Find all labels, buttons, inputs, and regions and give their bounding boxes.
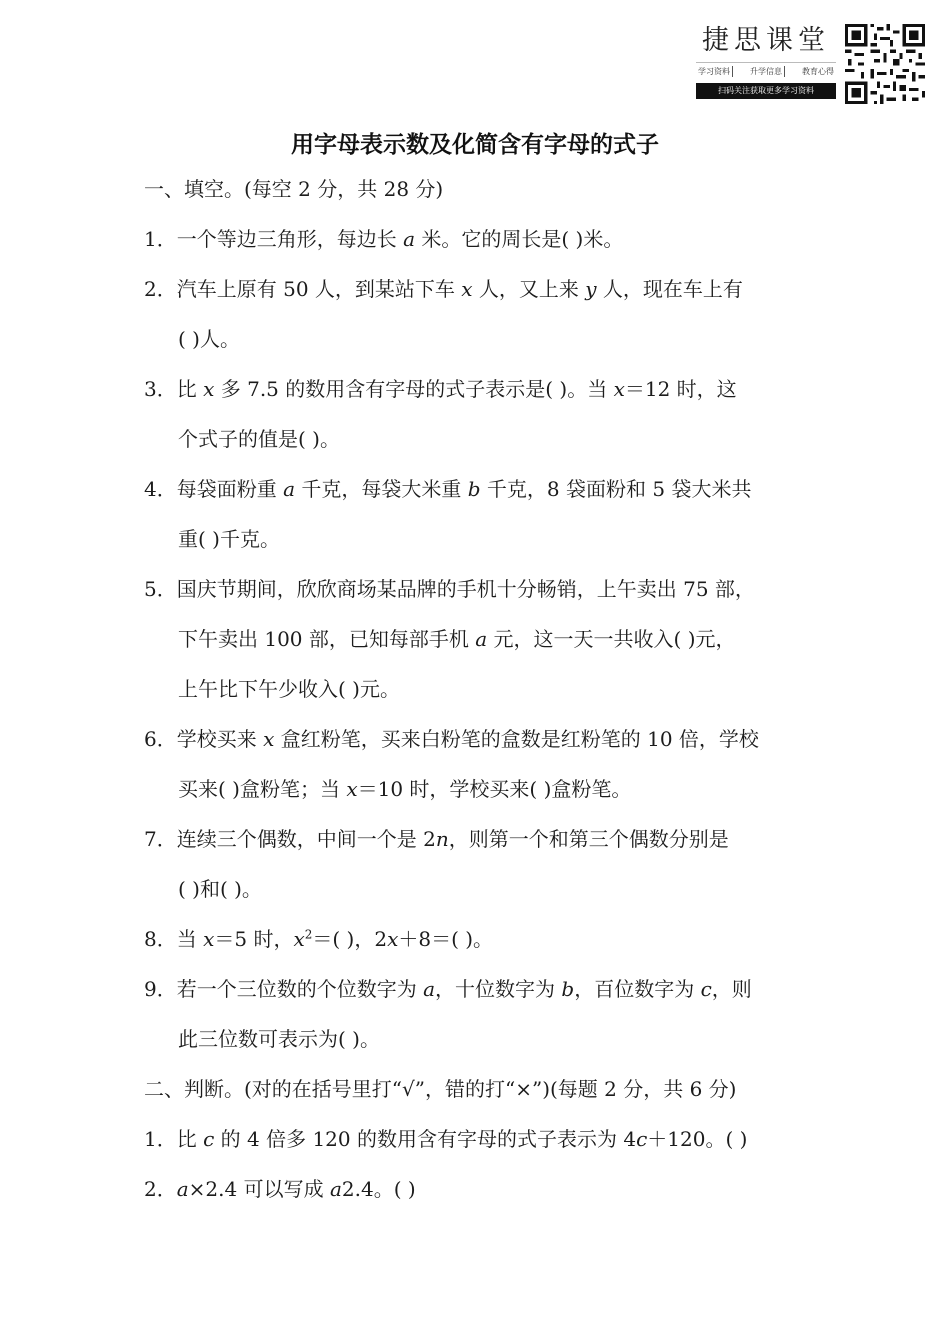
question-text: 汽车上原有 50 人，到某站下车 bbox=[176, 277, 462, 301]
question-text: 若一个三位数的个位数字为 bbox=[176, 977, 424, 1001]
question-number: 8． bbox=[144, 927, 177, 951]
question-text: ＝5 时， bbox=[214, 927, 294, 951]
question-number: 5． bbox=[144, 577, 177, 601]
brand-tag: 学习资料 bbox=[696, 66, 733, 77]
question-text: ＝12 时，这 bbox=[624, 377, 737, 401]
question-text: 盒红粉笔，买来白粉笔的盒数是红粉笔的 10 倍，学校 bbox=[274, 727, 759, 751]
question-number: 2． bbox=[144, 277, 177, 301]
question-text: 买来( )盒粉笔；当 bbox=[178, 777, 347, 801]
question-text: 连续三个偶数，中间一个是 2 bbox=[176, 827, 436, 851]
question-3-cont: 个式子的值是( )。 bbox=[178, 427, 340, 451]
exponent: 2 bbox=[304, 927, 313, 942]
question-text: 比 bbox=[176, 1127, 204, 1151]
question-text: 元，这一天一共收入( )元， bbox=[487, 627, 736, 651]
question-text: 学校买来 bbox=[176, 727, 264, 751]
question-9-cont: 此三位数可表示为( )。 bbox=[178, 1027, 380, 1051]
question-text: ＝10 时，学校买来( )盒粉笔。 bbox=[357, 777, 632, 801]
question-text: 人，现在车上有 bbox=[596, 277, 743, 301]
question-number: 2． bbox=[144, 1177, 177, 1201]
variable: x bbox=[461, 277, 473, 301]
question-text: 千克，8 袋面粉和 5 袋大米共 bbox=[480, 477, 752, 501]
variable: x bbox=[387, 927, 399, 951]
variable: y bbox=[585, 277, 597, 301]
variable: a bbox=[475, 627, 488, 651]
variable: c bbox=[700, 977, 712, 1001]
question-number: 4． bbox=[144, 477, 177, 501]
question-text: 的 4 倍多 120 的数用含有字母的式子表示为 4 bbox=[214, 1127, 637, 1151]
question-4-cont: 重( )千克。 bbox=[178, 527, 280, 551]
question-text: ＋8＝( )。 bbox=[398, 927, 494, 951]
question-number: 6． bbox=[144, 727, 177, 751]
variable: c bbox=[636, 1127, 648, 1151]
brand-tag: 教育心得 bbox=[802, 67, 834, 76]
question-8 bbox=[144, 924, 493, 954]
variable: a bbox=[423, 977, 436, 1001]
question-text: 下午卖出 100 部，已知每部手机 bbox=[178, 627, 476, 651]
question-3 bbox=[144, 374, 737, 404]
brand-logo bbox=[696, 24, 836, 99]
variable: x bbox=[203, 927, 215, 951]
question-text: 一个等边三角形，每边长 bbox=[176, 227, 404, 251]
variable: x bbox=[293, 927, 305, 951]
brand-tag: 升学信息 bbox=[748, 66, 785, 77]
variable: x bbox=[203, 377, 215, 401]
section-heading: 一、填空。(每空 2 分，共 28 分) bbox=[144, 177, 444, 201]
question-text: 多 7.5 的数用含有字母的式子表示是( )。当 bbox=[214, 377, 614, 401]
section-heading: 二、判断。(对的在括号里打“√”，错的打“×”)(每题 2 分，共 6 分) bbox=[144, 1077, 737, 1101]
question-text: 比 bbox=[176, 377, 204, 401]
question-text: ，十位数字为 bbox=[435, 977, 562, 1001]
variable: a bbox=[403, 227, 416, 251]
question-text: ，则 bbox=[711, 977, 752, 1001]
question-7-cont: ( )和( )。 bbox=[178, 877, 262, 901]
question-2 bbox=[144, 274, 743, 304]
question-text: ＋120。( ) bbox=[647, 1127, 748, 1151]
question-text: 米。它的周长是( )米。 bbox=[415, 227, 624, 251]
page-title: 用字母表示数及化简含有字母的式子 bbox=[291, 132, 659, 158]
question-text: ，则第一个和第三个偶数分别是 bbox=[448, 827, 729, 851]
variable: a bbox=[329, 1177, 342, 1201]
question-number: 7． bbox=[144, 827, 177, 851]
question-5 bbox=[144, 574, 755, 604]
qr-code-icon bbox=[845, 24, 925, 104]
variable: n bbox=[435, 827, 449, 851]
question-number: 1． bbox=[144, 1127, 177, 1151]
question-text: 每袋面粉重 bbox=[176, 477, 284, 501]
variable: c bbox=[203, 1127, 215, 1151]
question-text: 当 bbox=[176, 927, 204, 951]
question-5-cont: 上午比下午少收入( )元。 bbox=[178, 677, 400, 701]
judge-question-1 bbox=[144, 1124, 747, 1154]
question-text: 2.4。( ) bbox=[341, 1177, 416, 1201]
question-text: ×2.4 可以写成 bbox=[188, 1177, 330, 1201]
question-6 bbox=[144, 724, 759, 754]
variable: a bbox=[176, 1177, 189, 1201]
variable: b bbox=[561, 977, 575, 1001]
question-2-cont: ( )人。 bbox=[178, 327, 240, 351]
question-7 bbox=[144, 824, 729, 854]
question-text: ＝( )，2 bbox=[312, 927, 388, 951]
question-text: 千克，每袋大米重 bbox=[295, 477, 468, 501]
scan-prompt: 扫码关注获取更多学习资料 bbox=[696, 83, 836, 99]
question-number: 1． bbox=[144, 227, 177, 251]
variable: x bbox=[346, 777, 358, 801]
variable: a bbox=[283, 477, 296, 501]
question-text: ，百位数字为 bbox=[574, 977, 701, 1001]
question-4 bbox=[144, 474, 751, 504]
variable: x bbox=[263, 727, 275, 751]
question-text: 人，又上来 bbox=[472, 277, 586, 301]
brand-tags bbox=[696, 62, 836, 77]
question-9 bbox=[144, 974, 752, 1004]
question-5-cont bbox=[178, 624, 736, 654]
question-1 bbox=[144, 224, 623, 254]
question-6-cont bbox=[178, 774, 631, 804]
variable: b bbox=[467, 477, 481, 501]
question-number: 9． bbox=[144, 977, 177, 1001]
variable: x bbox=[613, 377, 625, 401]
judge-question-2 bbox=[144, 1174, 416, 1204]
question-text: 国庆节期间，欣欣商场某品牌的手机十分畅销，上午卖出 75 部， bbox=[176, 577, 755, 601]
question-number: 3． bbox=[144, 377, 177, 401]
brand-name: 捷思课堂 bbox=[702, 25, 830, 56]
